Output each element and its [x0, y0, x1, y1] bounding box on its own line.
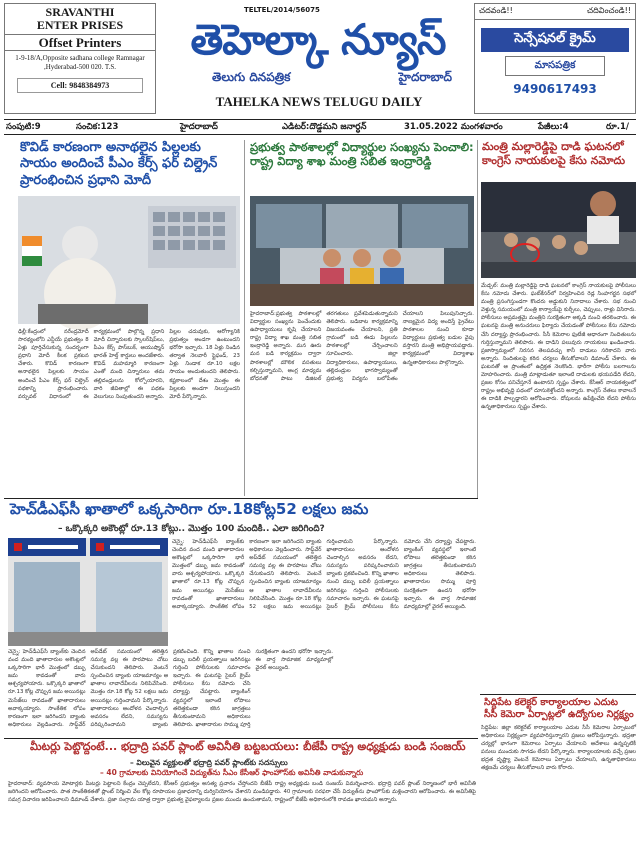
english-title: TAHELKA NEWS TELUGU DAILY: [215, 94, 423, 109]
minister-body: మేడ్చల్: మంత్రి మల్లారెడ్డిపై దాడి ఘటనలో కాంగ్రెస్ నాయకులపై పోలీసులు కేసు నమోదు చేశారు. ఘట్‌కేసర్‌లో నిర్వహించిన రెడ్ల సింహగర్జన సభలో మంత్రి ప్రసంగిస్తుండగా కొందరు అడ్డుకుని నినాదాలు చేశారు. సభ నుంచి వెళ్తున్న సమయంలో మంత్రి కాన్వాయ్‌పై కుర్చీలు, చెప్పులు, రాళ్లు విసిరారు. పోలీసులు అప్రమత్తమై మంత్రిని సురక్షితంగా అక్కడి నుంచి తరలించారు. ఈ ఘటనపై మంత్రి అనుచరులు ఫిర్యాదు చేయడంతో పోలీసులు కేసు నమోదు చేసి దర్యాప్తు ప్రారంభించారు. సీసీ కెమెరాల ఫుటేజీ ఆధారంగా నిందితులను గుర్తిస్తున్నామని తెలిపారు. ఈ దాడిని పలువురు నాయకులు ఖండించారు. ప్రజాస్వామ్యంలో నిరసన తెలపవచ్చు కానీ దాడులు సరికాదని వారు అన్నారు. నిందితులపై కఠిన చర్యలు తీసుకోవాలని డిమాండ్ చేశారు. ఈ ఘటనతో ఆ ప్రాంతంలో ఉద్రిక్తత నెలకొంది. భారీగా పోలీసు బలగాలను మోహరించారు. మంత్రి మాట్లాడుతూ ఇలాంటి దాడులకు భయపడేది లేదని, ప్రజల కోసం పనిచేస్తూనే ఉంటానని స్పష్టం చేశారు. కేసీఆర్ నాయకత్వంలో రాష్ట్రం అభివృద్ధి పథంలో దూసుకెళ్తోందని అన్నారు. కాంగ్రెస్ నేతలు కావాలనే ఈ దాడికి పాల్పడ్డారని ఆరోపించారు. దోషులను ఉపేక్షించేది లేదని పోలీసు ఉన్నతాధికారులు స్పష్టం చేశారు.: [481, 283, 636, 411]
photo-icon: [8, 538, 168, 646]
dateline-bar: [4, 119, 636, 135]
hdfc-body: చెన్నై: హెచ్‌డీఎఫ్‌సీ బ్యాంక్‌కు చెందిన వంద మంది ఖాతాదారుల అకౌంట్లలో ఒక్కసారిగా భారీ మొత్తంలో డబ్బు జమ కావడంతో వారు ఆశ్చర్యపోయారు. ఒక్కొక్కరి ఖాతాలో రూ.13 కోట్ల చొప్పున జమ అయినట్లు మెసేజ్‌లు రావడంతో ఖాతాదారులు అవాక్కయ్యారు. సాంకేతిక లోపం కారణంగా ఇలా జరిగిందని బ్యాంకు అధికారులు వెల్లడించారు. సాఫ్ట్‌వేర్ అప్‌డేట్ సమయంలో తలెత్తిన సమస్య వల్ల ఈ పొరపాటు చోటు చేసుకుందని తెలిపారు. వెంటనే స్పందించిన బ్యాంకు యాజమాన్యం ఆ ఖాతాల లావాదేవీలను నిలిపివేసింది. మొత్తం రూ.18 కోట్ల 52 లక్షలు జమ అయినట్లు గుర్తించామని పేర్కొన్నారు. ఖాతాదారులు ఆందోళన చెందాల్సిన అవసరం లేదని, సమస్యను పరిష్కరించామని బ్యాంకు ప్రకటించింది. కొన్ని ఖాతాల నుంచి డబ్బు బదిలీ ప్రయత్నాలు జరిగినట్లు గుర్తించి పోలీసులకు సమాచారం ఇచ్చారు. ఈ ఘటనపై సైబర్ క్రైమ్ పోలీసులు కేసు నమోదు చేసి దర్యాప్తు చేపట్టారు. బ్యాంకింగ్ వ్యవస్థలో ఇలాంటి లోపాలు తలెత్తకుండా కఠిన జాగ్రత్తలు తీసుకుంటామని అధికారులు తెలిపారు. ఖాతాదారుల సొమ్ము పూర్తి సురక్షితంగా ఉందని భరోసా ఇచ్చారు. ఈ వార్త సామాజిక మాధ్యమాల్లో వైరల్ అయ్యింది.: [172, 539, 476, 610]
edu-headline: ప్రభుత్వ పాఠశాలల్లో విద్యార్థుల సంఖ్యను పెంచాలి: రాష్ట్ర విద్యా శాఖ మంత్రి సబిత ఇంద్రారెడ్డి: [250, 140, 474, 169]
bandi-headline: మీటర్లు పెట్టొద్దంటే... భద్రాద్రి పవర్ ప్లాంట్ అవినీతి బట్టబయలు: బీజేపీ రాష్ట్ర అధ్యక్షుడు బండి సంజయ్: [30, 740, 466, 753]
printer-name-2: ENTER PRISES: [36, 18, 124, 32]
printer-name: SRAVANTHI: [45, 5, 115, 19]
paper-title: తెహెల్కా న్యూస్: [190, 15, 446, 64]
ad-subtitle: మాసపత్రిక: [505, 56, 605, 76]
hdfc-body-left: చెన్నై: హెచ్‌డీఎఫ్‌సీ బ్యాంక్‌కు చెందిన వంద మంది ఖాతాదారుల అకౌంట్లలో ఒక్కసారిగా భారీ మొత్తంలో డబ్బు జమ కావడంతో వారు ఆశ్చర్యపోయారు. ఒక్కొక్కరి ఖాతాలో రూ.13 కోట్ల చొప్పున జమ అయినట్లు మెసేజ్‌లు రావడంతో ఖాతాదారులు అవాక్కయ్యారు. సాంకేతిక లోపం కారణంగా ఇలా జరిగిందని బ్యాంకు అధికారులు వెల్లడించారు. సాఫ్ట్‌వేర్ అప్‌డేట్ సమయంలో తలెత్తిన సమస్య వల్ల ఈ పొరపాటు చోటు చేసుకుందని తెలిపారు. వెంటనే స్పందించిన బ్యాంకు యాజమాన్యం ఆ ఖాతాల లావాదేవీలను నిలిపివేసింది. మొత్తం రూ.18 కోట్ల 52 లక్షలు జమ అయినట్లు గుర్తించామని పేర్కొన్నారు. ఖాతాదారులు ఆందోళన చెందాల్సిన అవసరం లేదని, సమస్యను పరిష్కరించామని బ్యాంకు ప్రకటించింది. కొన్ని ఖాతాల నుంచి డబ్బు బదిలీ ప్రయత్నాలు జరిగినట్లు గుర్తించి పోలీసులకు సమాచారం ఇచ్చారు. ఈ ఘటనపై సైబర్ క్రైమ్ పోలీసులు కేసు నమోదు చేసి దర్యాప్తు చేపట్టారు. బ్యాంకింగ్ వ్యవస్థలో ఇలాంటి లోపాలు తలెత్తకుండా కఠిన జాగ్రత్తలు తీసుకుంటామని అధికారులు తెలిపారు. ఖాతాదారుల సొమ్ము పూర్తి సురక్షితంగా ఉందని భరోసా ఇచ్చారు. ఈ వార్త సామాజిక మాధ్యమాల్లో వైరల్ అయ్యింది.: [8, 649, 333, 728]
editor: ఎడిటర్:దొడ్డమని జనార్ధన్: [282, 122, 367, 132]
paper-city: హైదరాబాద్: [398, 70, 452, 84]
bandi-body: హైదరాబాద్: వ్యవసాయ మోటార్లకు మీటర్లు పెట్టాలని కేంద్రం చెప్పలేదని, కేసీఆర్ ప్రభుత్వం అసత్య ప్రచారం చేస్తోందని బీజేపీ రాష్ట్ర అధ్యక్షుడు బండి సంజయ్ విమర్శించారు. భద్రాద్రి పవర్ ప్లాంట్ నిర్మాణంలో భారీ అవినీతి జరిగిందని ఆరోపించారు. పాత సాంకేతికతతో ప్లాంట్ నిర్మించి వేల కోట్ల రూపాయల ప్రజాధనాన్ని దుర్వినియోగం చేశారని మండిపడ్డారు. 40 గ్రామాలకు సరఫరా చేసే విద్యుత్‌ను ఫాంహౌస్‌కు మళ్లించారని ఆరోపించారు. ఈ అవినీతిపై సమగ్ర విచారణ జరిపించాలని డిమాండ్ చేశారు. ప్రజా సంగ్రామ యాత్ర ద్వారా ప్రభుత్వ వైఫల్యాలను ప్రజల ముందు ఉంచుతామని, రాష్ట్రంలో బీజేపీ అధికారంలోకి రావడం ఖాయమని అన్నారు.: [8, 781, 476, 804]
edu-body: హైదరాబాద్:ప్రభుత్వ పాఠశాలల్లో విద్యార్థుల సంఖ్యను పెంచేందుకు ఉపాధ్యాయులు కృషి చేయాలని రాష్ట్ర విద్యా శాఖ మంత్రి సబిత ఇంద్రారెడ్డి అన్నారు. మన ఊరు మన బడి కార్యక్రమం ద్వారా పాఠశాలల్లో మౌలిక వసతులు కల్పిస్తున్నామని, ఆంగ్ల మాధ్యమ బోధనతో పాటు డిజిటల్ తరగతులు ప్రవేశపెడుతున్నామని తెలిపారు. బడిబాట కార్యక్రమాన్ని విజయవంతం చేయాలని, ప్రతి గ్రామంలో బడి ఈడు పిల్లలను పాఠశాలల్లో చేర్పించాలని సూచించారు. జిల్లా విద్యాధికారులు, ఉపాధ్యాయులు, తల్లిదండ్రుల భాగస్వామ్యంతో ప్రభుత్వ విద్యను బలోపేతం చేయాలని పిలుపునిచ్చారు. నాణ్యమైన విద్య అందిస్తే ప్రైవేటు పాఠశాలల నుంచి కూడా విద్యార్థులు ప్రభుత్వ బడుల వైపు వస్తారని మంత్రి అభిప్రాయపడ్డారు. కార్యక్రమంలో విద్యాశాఖ ఉన్నతాధికారులు పాల్గొన్నారు.: [250, 311, 474, 382]
registration-number: TELTEL/2014/56075: [244, 6, 320, 14]
issue: సంచిక:123: [76, 122, 119, 132]
photo-icon: [481, 182, 636, 278]
bank-photo: [8, 538, 168, 646]
pages: పేజీలు:4: [538, 122, 569, 132]
minister-photo: [481, 182, 636, 278]
ad-phone: 9490617493: [513, 82, 597, 96]
bandi-subheadline-2: – 40 గ్రామాలకు వినియోగించే విద్యుత్‌ను సీఎం కేసీఆర్ ఫాంహౌస్‌కు అవినీతి వాడుకున్నారు: [100, 768, 364, 777]
hdfc-subheadline: – ఒక్కొక్కరి అకౌంట్లో రూ.13 కోట్లు.. మొత్తం 100 మందికి.. ఎలా జరిగింది?: [58, 524, 325, 534]
place: హైదరాబాద్: [180, 122, 218, 132]
bandi-subheadline-1: – విలువైన వ్యక్తులతో భద్రాద్రి పవర్ ప్లాంట్‌కు సదస్సులు: [130, 758, 288, 767]
covid-headline: కొవిడ్ కారణంగా అనాథలైన పిల్లలకు సాయం అందించే పీఎం కేర్స్ ఫర్ చిల్డ్రెన్ ప్రారంభించిన ప్రధాని మోదీ: [20, 140, 218, 188]
ad-tagline: సెన్సేషనల్ క్రైమ్: [481, 28, 629, 52]
printer-address: 1-9-18/A,Opposite sadhana college Ramnagar ,Hyderabad-500 020. T.S.: [15, 54, 145, 71]
price: రూ.1/: [606, 122, 629, 132]
hdfc-headline: హెచ్‌డీఎఫ్‌సీ ఖాతాలో ఒక్కసారిగా రూ.18కోట్ల52 లక్షలు జమ: [10, 500, 369, 518]
volume: సంపుటి:9: [6, 122, 41, 132]
minister-headline: మంత్రి మల్లారెడ్డిపై దాడి ఘటనలో కాంగ్రెస్ నాయకులపై కేసు నమోదు: [482, 140, 626, 167]
magazine-ad-box: [474, 3, 636, 114]
ad-read: చదవండి!!: [479, 6, 513, 15]
photo-icon: [250, 196, 474, 306]
photo-icon: [18, 196, 240, 324]
modi-photo: [18, 196, 240, 324]
printer-ad-box: [4, 3, 156, 114]
meeting-photo: [250, 196, 474, 306]
cctv-body: సిద్దిపేట: జిల్లా కలెక్టరేట్ కార్యాలయాల ఎదుట సీసీ కెమెరాల ఏర్పాటులో అధికారులు నిర్లక్ష్యంగా వ్యవహరిస్తున్నారని ప్రజలు ఆరోపిస్తున్నారు. భద్రతా చర్యల్లో భాగంగా కెమెరాలు ఏర్పాటు చేయాలని ఆదేశాలు ఉన్నప్పటికీ పనులు ముందుకు సాగడం లేదని పేర్కొన్నారు. కార్యాలయాలకు వచ్చే ప్రజల భద్రత దృష్ట్యా వెంటనే కెమెరాలు ఏర్పాటు చేయాలని, ఉన్నతాధికారులు తక్షణమే చర్యలు తీసుకోవాలని వారు కోరారు.: [481, 725, 636, 772]
printer-cell: Cell: 9848384973: [17, 78, 143, 93]
ad-share: చదివించండి!!: [587, 6, 631, 15]
printer-name-3: Offset Printers: [5, 34, 155, 51]
paper-subline: [212, 70, 452, 87]
paper-subtitle: తెలుగు దినపత్రిక: [212, 70, 291, 84]
date: 31.05.2022 మంగళవారం: [404, 122, 503, 132]
ad-box-top: [475, 4, 635, 20]
cctv-headline: సిద్దిపేట కలెక్టర్ కార్యాలయాల ఎదుట సీసీ కెమెరా ఏర్పాట్లలో ఉద్యోగుల నిర్లక్ష్యం: [484, 697, 634, 720]
covid-body: ఢిల్లీ:కేంద్రంలో నరేంద్రమోదీ సారథ్యంలోని ఎన్డీయే ప్రభుత్వం 8 ఏళ్లు పూర్తిచేసుకున్న సందర్భంగా ప్రధాని మోదీ కీలక ప్రకటన చేశారు. కొవిడ్ కారణంగా అనాథలైన పిల్లలకు సాయం అందించే పీఎం కేర్స్ ఫర్ చిల్డ్రెన్ పథకాన్ని ప్రారంభించారు. వర్చువల్ విధానంలో ఈ కార్యక్రమంలో పాల్గొన్న ప్రధాని మోదీ చిన్నారులకు స్కాలర్‌షిప్‌లు, పీఎం కేర్స్ పాస్‌బుక్, ఆయుష్మాన్ భారత్ హెల్త్ కార్డులు అందజేశారు. కొవిడ్ మహమ్మారి కారణంగా ఎంతో మంది చిన్నారులు తమ తల్లిదండ్రులను కోల్పోయారని, వారి జీవితాల్లో ఈ పథకం వెలుగులు నింపుతుందని అన్నారు. పిల్లల చదువుకు, ఆరోగ్యానికి ప్రభుత్వం అండగా ఉంటుందని భరోసా ఇచ్చారు. 18 ఏళ్లు నిండిన తర్వాత నెలవారీ స్టైఫండ్, 23 ఏళ్లు నిండాక రూ.10 లక్షల సాయం అందుతుందని తెలిపారు. కష్టకాలంలో దేశం మొత్తం ఈ పిల్లలకు అండగా నిలుస్తుందని మోదీ పేర్కొన్నారు.: [18, 329, 240, 400]
